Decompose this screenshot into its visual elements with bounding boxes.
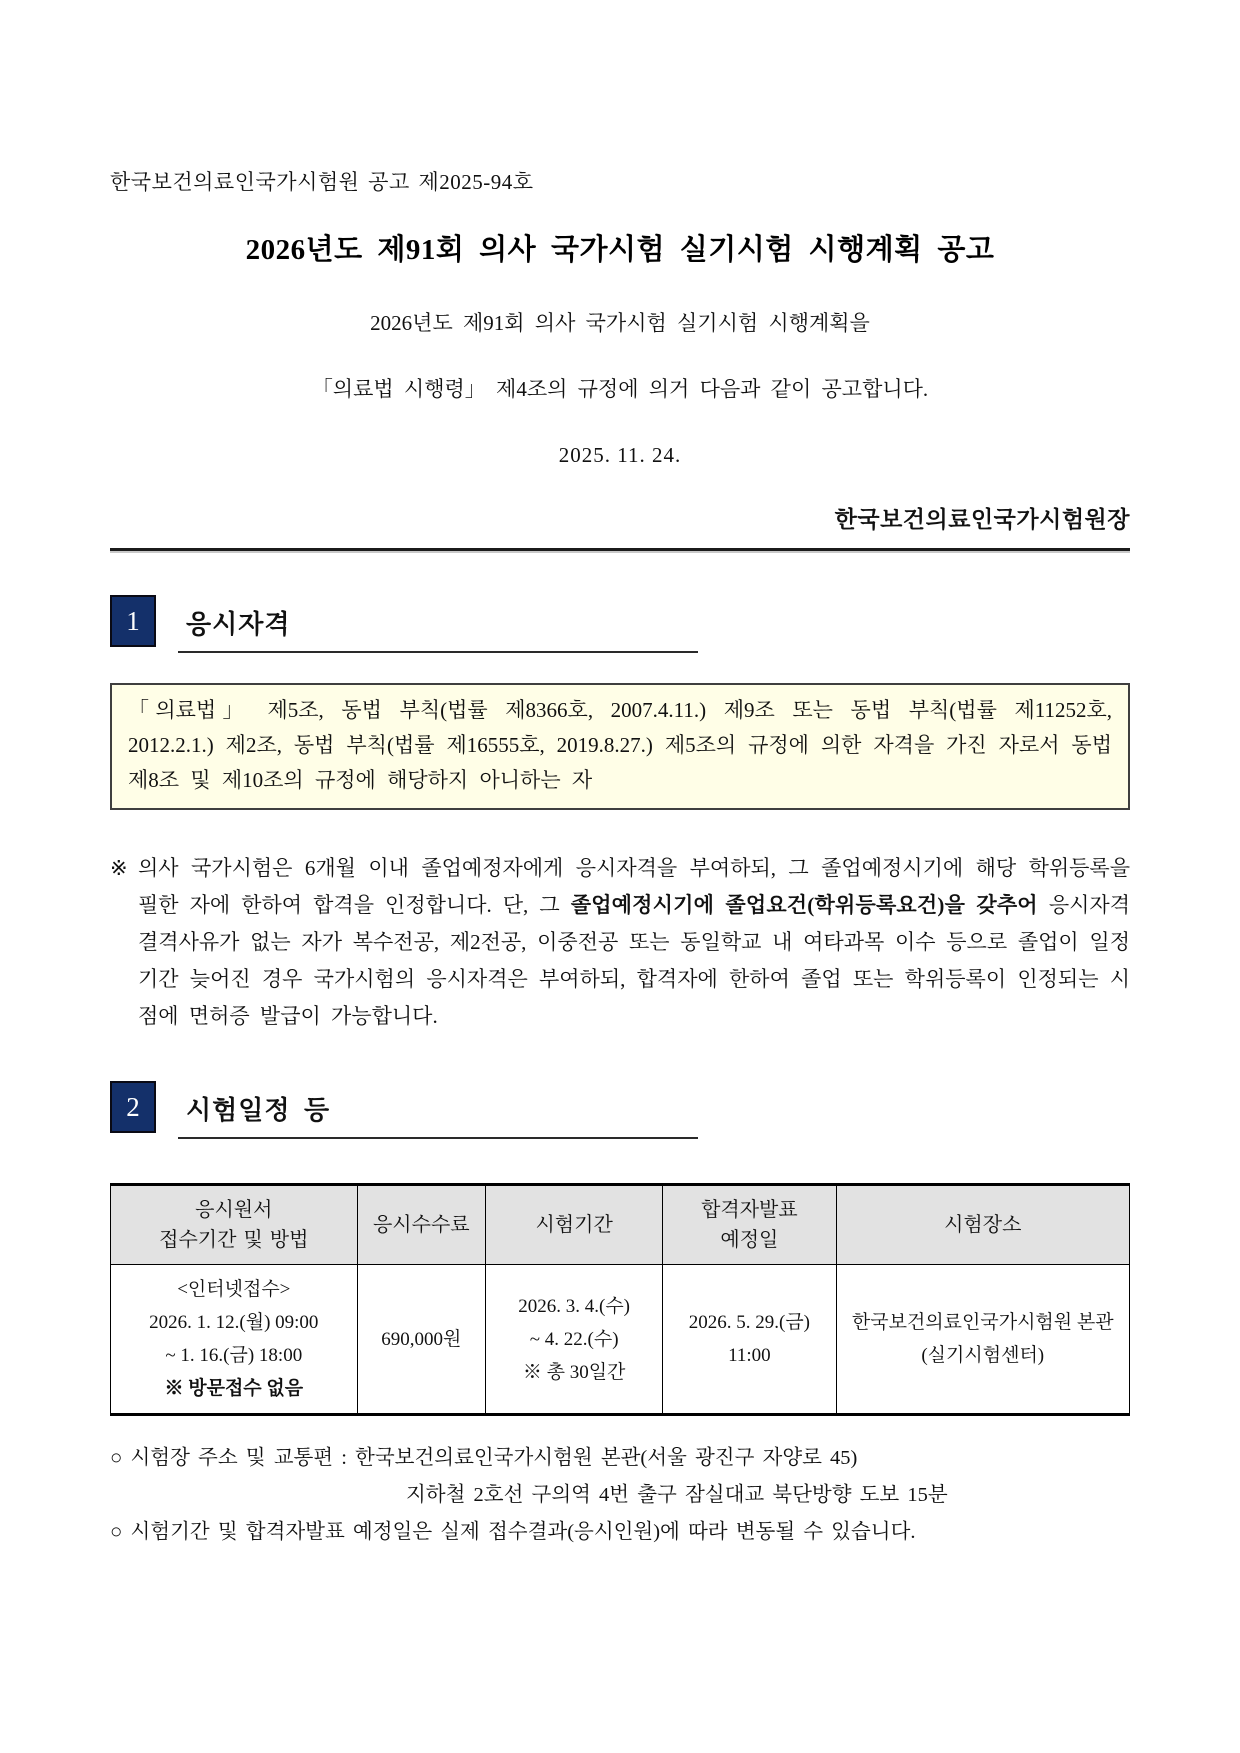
subtitle-line-2: 「의료법 시행령」 제4조의 규정에 의거 다음과 같이 공고합니다. xyxy=(311,377,929,401)
note-part-bold: 졸업예정시기에 졸업요건(학위등록요건)을 갖추어 xyxy=(570,893,1038,917)
table-row xyxy=(111,1265,1130,1415)
section-2-title: 시험일정 등 xyxy=(178,1090,698,1139)
cell-application xyxy=(111,1265,358,1415)
application-end: ~ 1. 16.(금) 18:00 xyxy=(165,1345,303,1366)
header-announcement-line1: 합격자발표 xyxy=(701,1199,798,1221)
header-application-line2: 접수기간 및 방법 xyxy=(159,1229,309,1251)
note-address: ○ 시험장 주소 및 교통편 : 한국보건의료인국가시험원 본관(서울 광진구 자양로 45) xyxy=(110,1447,858,1469)
announcement-date-cell: 2026. 5. 29.(금) xyxy=(688,1312,811,1333)
application-note: ※ 방문접수 없음 xyxy=(164,1378,304,1399)
application-method: <인터넷접수> xyxy=(177,1279,291,1300)
issuer-signature: 한국보건의료인국가시험원장 xyxy=(834,507,1130,532)
section-2-number-badge: 2 xyxy=(110,1081,156,1133)
header-application xyxy=(111,1185,358,1265)
eligibility-box xyxy=(110,683,1130,810)
section-2-heading xyxy=(110,1081,1130,1133)
cell-fee: 690,000원 xyxy=(357,1265,485,1415)
exam-schedule-table xyxy=(110,1183,1130,1416)
note-part-1: 의사 국가시험은 6개월 이내 졸업예정자에게 응시자격을 부여하되, 그 졸업예정시기에 해당 학위등록을 필한 자에 한하여 합격을 인정합니다. 단, 그 xyxy=(138,856,1130,917)
cell-exam-period xyxy=(485,1265,662,1415)
note-schedule-change: ○ 시험기간 및 합격자발표 예정일은 실제 접수결과(응시인원)에 따라 변동될 수 있습니다. xyxy=(110,1521,916,1543)
cell-location xyxy=(836,1265,1130,1415)
exam-period-end: ~ 4. 22.(수) xyxy=(529,1328,619,1350)
header-announcement-line2: 예정일 xyxy=(720,1229,779,1251)
application-start: 2026. 1. 12.(월) 09:00 xyxy=(149,1312,319,1333)
page-title: 2026년도 제91회 의사 국가시험 실기시험 시행계획 공고 xyxy=(245,234,995,266)
announcement-date: 2025. 11. 24. xyxy=(558,443,682,467)
location-building: 한국보건의료인국가시험원 본관 xyxy=(851,1312,1114,1333)
header-application-line1: 응시원서 xyxy=(195,1199,273,1221)
exam-period-total: ※ 총 30일간 xyxy=(522,1361,626,1383)
note-text xyxy=(138,850,1130,1035)
section-1-title: 응시자격 xyxy=(178,604,698,653)
header-exam-period: 시험기간 xyxy=(485,1185,662,1265)
header-announcement xyxy=(663,1185,836,1265)
announcement-time: 11:00 xyxy=(728,1345,771,1366)
header-location: 시험장소 xyxy=(836,1185,1130,1265)
note-marker: ※ xyxy=(110,856,128,880)
subtitle-line-1: 2026년도 제91회 의사 국가시험 실기시험 시행계획을 xyxy=(370,311,870,335)
note-directions: 지하철 2호선 구의역 4번 출구 잠실대교 북단방향 도보 15분 xyxy=(406,1484,948,1506)
eligibility-box-text: 「의료법」 제5조, 동법 부칙(법률 제8366호, 2007.4.11.) 제9조 또는 동법 부칙(법률 제11252호, 2012.2.1.) 제2조, 동법 부칙(법률 제16555호, 2019.8.27.) 제5조의 규정에 의한 자격을 가진 자로서 동법 제8조 및 제10조의 규정에 해당하지 아니하는 자 xyxy=(128,698,1112,792)
cell-announcement xyxy=(663,1265,836,1415)
table-notes xyxy=(110,1440,1130,1551)
eligibility-note xyxy=(110,850,1130,1035)
table-header-row xyxy=(111,1185,1130,1265)
header-fee: 응시수수료 xyxy=(357,1185,485,1265)
location-center: (실기시험센터) xyxy=(921,1345,1045,1366)
note-part-3: 응시자격 결격사유가 없는 자가 복수전공, 제2전공, 이중전공 또는 동일학교 내 여타과목 이수 등으로 졸업이 일정기간 늦어진 경우 국가시험의 응시자격은 부여하되, 합격자에 한하여 졸업 또는 학위등록이 인정되는 시점에 면허증 발급이 가능합니다. xyxy=(138,893,1130,1028)
exam-period-start: 2026. 3. 4.(수) xyxy=(518,1295,631,1317)
notice-number: 한국보건의료인국가시험원 공고 제2025-94호 xyxy=(110,170,534,194)
section-1-heading xyxy=(110,595,1130,647)
divider-rule xyxy=(110,548,1130,551)
section-1-number-badge: 1 xyxy=(110,595,156,647)
